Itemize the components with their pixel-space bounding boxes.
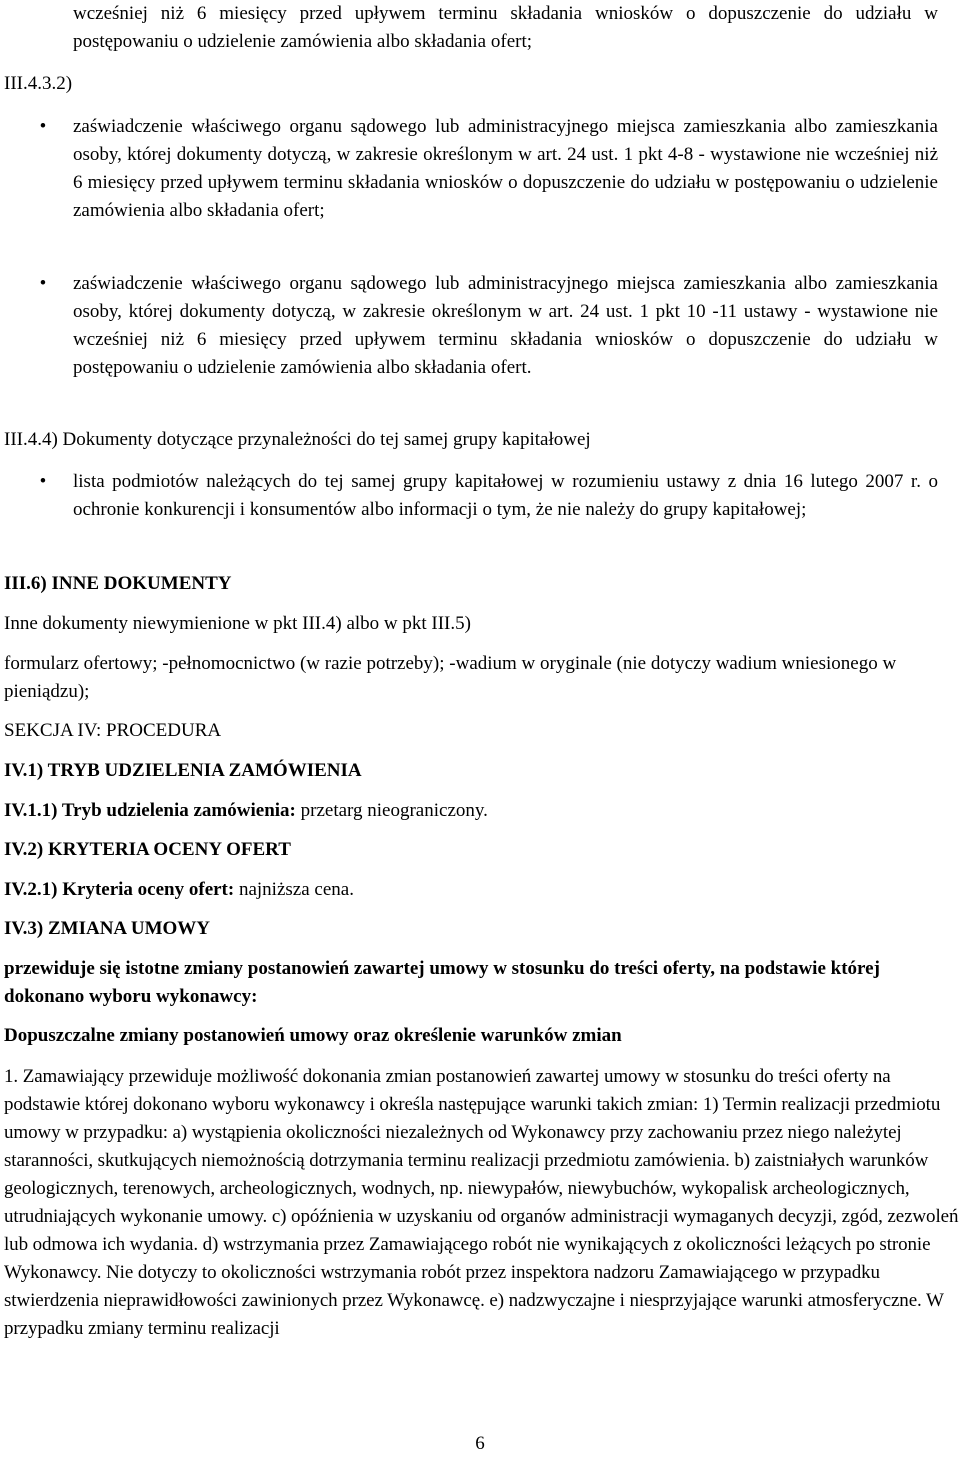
formularz-text: formularz ofertowy; -pełnomocnictwo (w razie potrzeby); -wadium w oryginale (nie dotyczy wadium wniesionego w pieniądzu); [4,653,897,702]
iv2-1-value: najniższa cena. [234,879,354,900]
bullet-icon: • [39,273,47,294]
bullet-item-zaswiadczenie-1 [39,113,938,225]
iv1-heading: IV.1) TRYB UDZIELENIA ZAMÓWIENIA [4,760,362,781]
bullet-item-zaswiadczenie-2 [39,270,938,382]
sekcja-iv-heading: SEKCJA IV: PROCEDURA [4,720,222,741]
iv1-1-line [4,797,954,825]
bullet-text: lista podmiotów należących do tej samej grupy kapitałowej w rozumieniu ustawy z dnia 16 lutego 2007 r. o ochronie konkurencji i konsumentów albo informacji o tym, że nie należy do grupy kapitałowej; [73,471,938,520]
bullet-icon: • [39,471,47,492]
iv2-1-label: IV.2.1) Kryteria oceny ofert: [4,879,235,900]
iv2-heading: IV.2) KRYTERIA OCENY OFERT [4,839,291,860]
section-number-III-4-3-2: III.4.3.2) [4,73,73,94]
bullet-text: zaświadczenie właściwego organu sądowego lub administracyjnego miejsca zamieszkania albo zamieszkania osoby, której dokumenty dotyczą, w zakresie określonym w art. 24 ust. 1 pkt 10 -11 ustawy - wystawione nie wcześniej niż 6 miesięcy przed upływem terminu składania wniosków o dopuszczenie do udziału w postępowaniu o udzielenie zamówienia albo składania ofert. [73,273,938,378]
dopuszczalne-zmiany-heading: Dopuszczalne zmiany postanowień umowy oraz określenie warunków zmian [4,1025,622,1046]
inne-dokumenty-text: Inne dokumenty niewymienione w pkt III.4) albo w pkt III.5) [4,613,471,634]
iv3-heading: IV.3) ZMIANA UMOWY [4,918,211,939]
bullet-icon: • [39,116,47,137]
iv2-1-line [4,876,954,904]
przewiduje-text: przewiduje się istotne zmiany postanowień zawartej umowy w stosunku do treści oferty, na podstawie której dokonano wyboru wykonawcy: [4,958,880,1007]
bullet-item-lista-podmiotow [39,468,938,524]
top-continuation-text: wcześniej niż 6 miesięcy przed upływem terminu składania wniosków o dopuszczenie do udziału w postępowaniu o udzielenie zamówienia albo składania ofert; [73,3,938,52]
iv1-1-label: IV.1.1) Tryb udzielenia zamówienia: [4,800,296,821]
bullet-text: zaświadczenie właściwego organu sądowego lub administracyjnego miejsca zamieszkania albo zamieszkania osoby, której dokumenty dotyczą, w zakresie określonym w art. 24 ust. 1 pkt 4-8 - wystawione nie wcześniej niż 6 miesięcy przed upływem terminu składania wniosków o dopuszczenie do udziału w postępowaniu o udzielenie zamówienia albo składania ofert; [73,116,938,221]
section-heading-III-4-4: III.4.4) Dokumenty dotyczące przynależności do tej samej grupy kapitałowej [4,429,591,450]
page-number: 6 [475,1433,485,1454]
section-heading-III-6: III.6) INNE DOKUMENTY [4,573,232,594]
zmiany-umowy-text: 1. Zamawiający przewiduje możliwość dokonania zmian postanowień zawartej umowy w stosunku do treści oferty na podstawie której dokonano wyboru wykonawcy i określa następujące warunki takich zmian: 1) Termin realizacji przedmiotu umowy w przypadku: a) wystąpienia okoliczności niezależnych od Wykonawcy przy zachowaniu przez niego należytej staranności, skutkujących niemożnością dotrzymania terminu realizacji przedmiotu zamówienia. b) zaistniałych warunków geologicznych, terenowych, archeologicznych, wodnych, np. niewypałów, niewybuchów, wykopalisk archeologicznych, utrudniających wykonanie umowy. c) opóźnienia w uzyskaniu od organów administracji wymaganych decyzji, zgód, zezwoleń lub odmowa ich wydania. d) wstrzymania przez Zamawiającego robót nie wynikających z okoliczności leżących po stronie Wykonawcy. Nie dotyczy to okoliczności wstrzymania robót przez inspektora nadzoru Zamawiającego w przypadku stwierdzenia nieprawidłowości zawinionych przez Wykonawcę. e) nadzwyczajne i niesprzyjające warunki atmosferyczne. W przypadku zmiany terminu realizacji [4,1066,959,1339]
iv1-1-value: przetarg nieograniczony. [295,800,488,821]
